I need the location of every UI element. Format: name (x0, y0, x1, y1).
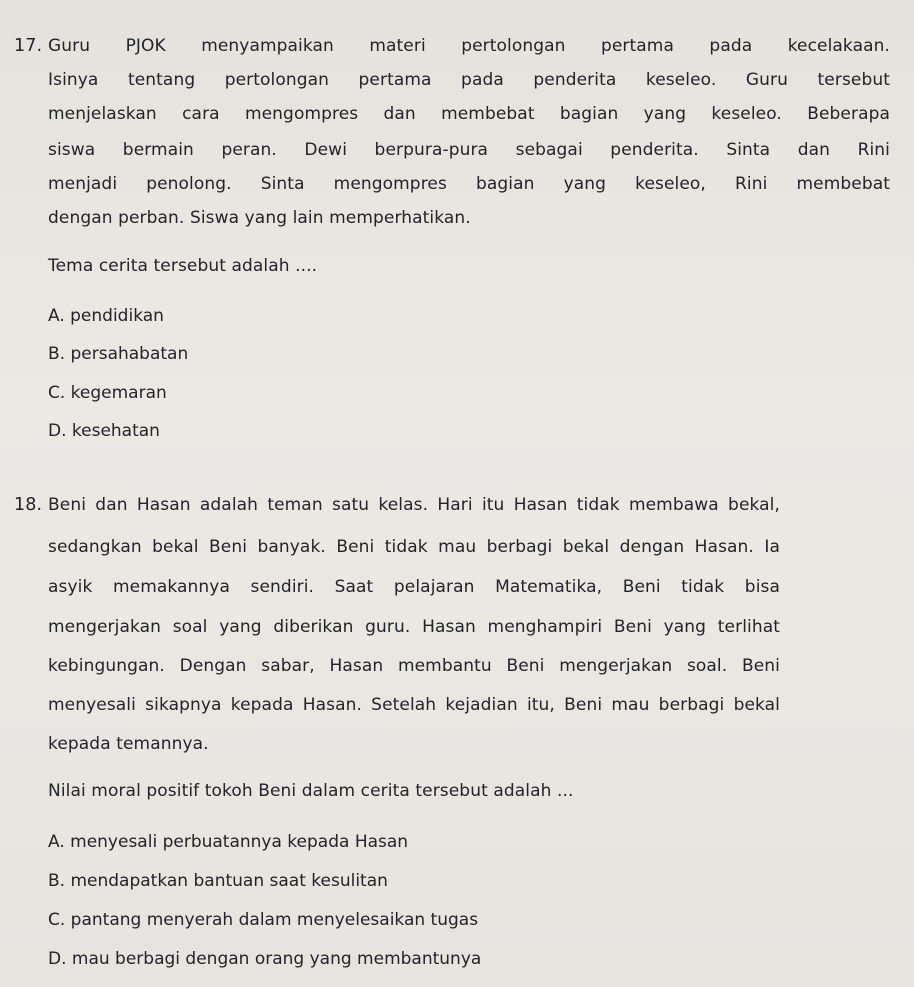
question-17-line-2: Isinya tentang pertolongan pertama pada penderita keseleo. Guru tersebut (48, 70, 890, 90)
question-17-option-c: C. kegemaran (48, 383, 167, 403)
question-18-line-5: kebingungan. Dengan sabar, Hasan membantu Beni mengerjakan soal. Beni (48, 656, 780, 676)
question-18-line-6: menyesali sikapnya kepada Hasan. Setelah kejadian itu, Beni mau berbagi bekal (48, 695, 780, 715)
question-18-line-7: kepada temannya. (48, 734, 209, 754)
question-18-line-3: asyik memakannya sendiri. Saat pelajaran Matematika, Beni tidak bisa (48, 577, 780, 597)
question-17-line-1: Guru PJOK menyampaikan materi pertolongan pertama pada kecelakaan. (48, 36, 890, 56)
question-17-number: 17. (14, 36, 43, 56)
question-18-number: 18. (14, 495, 43, 515)
question-18-option-d: D. mau berbagi dengan orang yang membantunya (48, 949, 482, 969)
question-18-prompt: Nilai moral positif tokoh Beni dalam cerita tersebut adalah ... (48, 781, 574, 801)
question-18-line-4: mengerjakan soal yang diberikan guru. Hasan menghampiri Beni yang terlihat (48, 617, 780, 637)
question-18-option-a: A. menyesali perbuatannya kepada Hasan (48, 832, 409, 852)
question-17-line-6: dengan perban. Siswa yang lain memperhatikan. (48, 208, 471, 228)
question-17-option-b: B. persahabatan (48, 344, 189, 364)
question-17-option-a: A. pendidikan (48, 306, 164, 326)
question-17-option-d: D. kesehatan (48, 421, 160, 441)
question-18-option-c: C. pantang menyerah dalam menyelesaikan tugas (48, 910, 479, 930)
question-17-line-3: menjelaskan cara mengompres dan membebat bagian yang keseleo. Beberapa (48, 104, 890, 124)
question-17-prompt: Tema cerita tersebut adalah .... (48, 256, 318, 276)
question-17-line-5: menjadi penolong. Sinta mengompres bagian yang keseleo, Rini membebat (48, 174, 890, 194)
question-18-line-2: sedangkan bekal Beni banyak. Beni tidak mau berbagi bekal dengan Hasan. Ia (48, 537, 780, 557)
question-18-option-b: B. mendapatkan bantuan saat kesulitan (48, 871, 388, 891)
question-17-line-4: siswa bermain peran. Dewi berpura-pura sebagai penderita. Sinta dan Rini (48, 140, 890, 160)
question-18-line-1: Beni dan Hasan adalah teman satu kelas. Hari itu Hasan tidak membawa bekal, (48, 495, 780, 515)
